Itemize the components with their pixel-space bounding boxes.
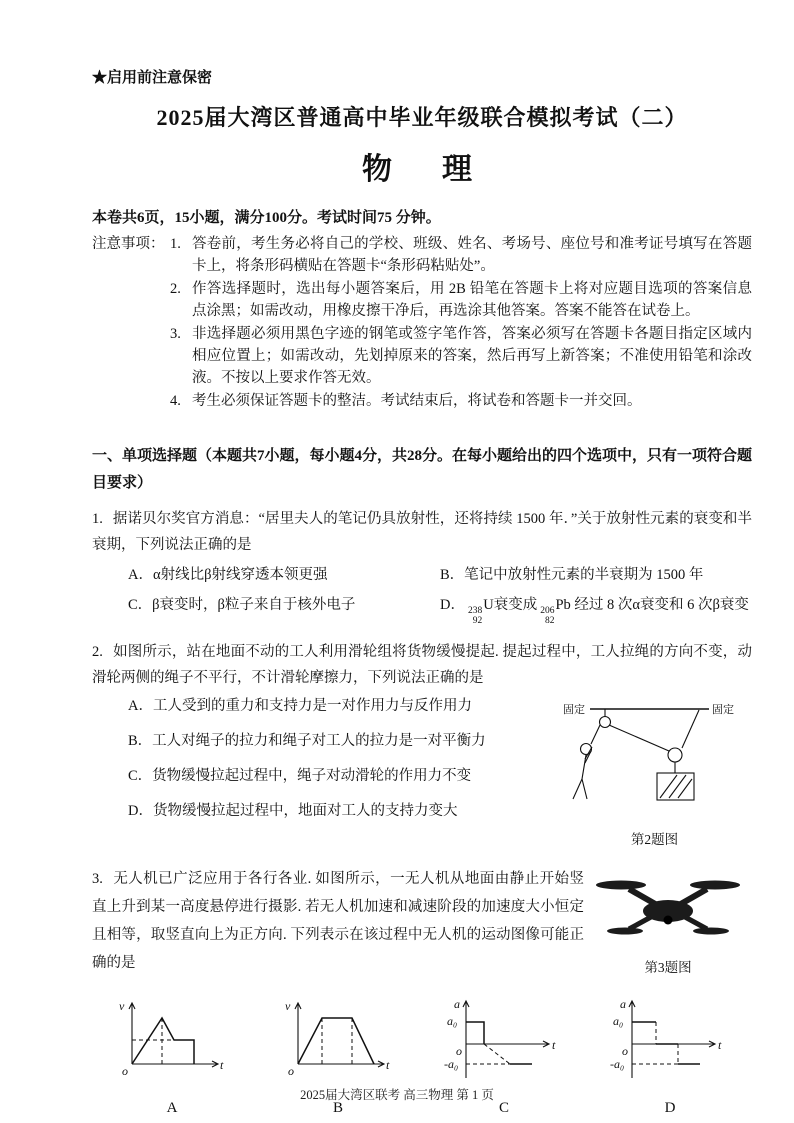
option-d-mid: 衰变成 [493, 597, 538, 614]
rope-to-worker [591, 725, 600, 744]
dashed-diagonal [484, 1044, 510, 1064]
question-2 [92, 639, 752, 853]
option-letter: D [664, 1100, 676, 1117]
option-letter: B [332, 1100, 343, 1117]
exam-title: 2025届大湾区普通高中毕业年级联合模拟考试（二） [156, 105, 688, 130]
question-number: 2. [92, 643, 103, 660]
propeller [607, 927, 643, 934]
x-axis-label: t [552, 1037, 556, 1052]
option-d: D．货物缓慢拉起过程中，地面对工人的支持力变大 [128, 803, 458, 820]
y-neg-label: -a₀ [610, 1056, 625, 1071]
option-c: C．货物缓慢拉起过程中，绳子对动滑轮的作用力不变 [128, 768, 472, 785]
y-axis-label: a [620, 996, 626, 1011]
note-item [170, 390, 752, 412]
fixed-label-left: 固定 [563, 704, 585, 717]
note-number: 1. [170, 236, 181, 252]
exam-info: 本卷共6页，15小题，满分100分。考试时间75 分钟。 [92, 210, 441, 226]
note-text: 答卷前，考生务必将自己的学校、班级、姓名、考场号、座位号和准考证号填写在答题卡上，将条形码横贴在答题卡“条形码粘贴处”。 [192, 236, 752, 275]
origin-label: o [456, 1043, 462, 1058]
graph-d-plot [610, 994, 730, 1086]
rope-left [609, 725, 669, 751]
figure-caption: 第2题图 [630, 832, 679, 848]
q2-body [92, 693, 752, 852]
moving-pulley [668, 748, 682, 762]
load-hatch [660, 775, 677, 798]
x-axis-label: t [220, 1057, 224, 1072]
security-notice: ★启用前注意保密 [92, 70, 213, 86]
option-c: C．β衰变时，β粒子来自于核外电子 [128, 597, 356, 614]
note-item [170, 233, 752, 277]
y-axis-label: v [119, 998, 125, 1013]
section-heading: 一、单项选择题（本题共7小题，每小题4分，共28分。在每小题给出的四个选项中，只有一项符合题目要求） [92, 448, 753, 491]
option-b: B．工人对绳子的拉力和绳子对工人的拉力是一对平衡力 [128, 733, 486, 750]
mass-number: 206 [540, 606, 555, 617]
atomic-number: 82 [544, 616, 555, 626]
note-number: 3. [170, 326, 181, 343]
graph-c-plot [444, 994, 564, 1086]
question-stem [92, 865, 584, 980]
drone-camera [664, 915, 673, 924]
figure-caption: 第3题图 [644, 959, 692, 975]
question-number: 1. [92, 510, 103, 527]
option-a: A．工人受到的重力和支持力是一对作用力与反作用力 [128, 698, 472, 715]
question-stem-text: 如图所示，站在地面不动的工人利用滑轮组将货物缓慢提起. 提起过程中，工人拉绳的方向不变，动滑轮两侧的绳子不平行，不计滑轮摩擦力，下列说法正确的是 [92, 643, 752, 687]
propeller [690, 880, 740, 889]
drone-arm [629, 917, 651, 929]
notes-items [170, 233, 752, 413]
rope-right [682, 710, 699, 748]
q1-option-row [92, 592, 752, 627]
q3-figure [584, 865, 752, 980]
note-item [170, 323, 752, 389]
worker-leg [582, 779, 587, 799]
nuclide-lead [540, 607, 554, 627]
option-d-label: D． [440, 597, 465, 614]
note-text: 作答选择题时，选出每小题答案后，用 2B 铅笔在答题卡上将对应题目选项的答案信息点涂黑；如需改动，用橡皮擦干净后，再选涂其他答案。答案不能答在试卷上。 [192, 281, 752, 320]
load-hatch [678, 779, 692, 798]
option-b: B．笔记中放射性元素的半衰期为 1500 年 [440, 566, 704, 583]
note-text: 非选择题必须用黑色字迹的钢笔或签字笔作答，答案必须写在答题卡各题目指定区域内相应位置上；如需改动，先划掉原来的答案，然后再写上新答案；不准使用铅笔和涂改液。不按以上要求作答无效。 [192, 326, 752, 387]
drone-image [593, 869, 743, 945]
option-letter: C [498, 1100, 509, 1117]
fixed-pulley [600, 717, 611, 728]
question-stem [92, 639, 752, 691]
x-axis-label: t [386, 1057, 390, 1072]
notes-section [92, 233, 752, 413]
question-stem-text: 无人机已广泛应用于各行各业. 如图所示，一无人机从地面由静止开始竖直上升到某一高度悬停进行摄影. 若无人机加速和减速阶段的加速度大小恒定且相等，取竖直向上为正方向. 下列表示在该过程中无人机的运动图像可能正确的是 [92, 870, 584, 972]
option-a: A．α射线比β射线穿透本领更强 [128, 566, 328, 583]
x-axis-label: t [718, 1037, 722, 1052]
mass-number: 238 [467, 606, 483, 617]
propeller [693, 927, 729, 934]
curve [298, 1018, 374, 1064]
question-number: 3. [92, 870, 103, 887]
question-stem-text: 据诺贝尔奖官方消息：“居里夫人的笔记仍具放射性，还将持续 1500 年．”关于放射性元素的衰变和半衰期，下列说法正确的是 [92, 510, 752, 553]
option-letter: A [166, 1100, 178, 1117]
graph-b-plot [278, 994, 398, 1086]
q1-option-row [92, 562, 752, 588]
note-number: 4. [170, 393, 181, 410]
nuclide-uranium [468, 607, 482, 627]
element-symbol: U [483, 597, 494, 614]
origin-label: o [622, 1043, 628, 1058]
option-d [440, 592, 752, 627]
question-3 [92, 865, 752, 1122]
pulley-diagram [557, 695, 752, 817]
q3-body [92, 865, 752, 980]
y-neg-label: -a₀ [444, 1056, 459, 1071]
graph-a-plot [112, 994, 232, 1086]
origin-label: o [288, 1063, 294, 1078]
y-pos-label: a₀ [613, 1013, 624, 1028]
notes-label: 注意事项： [92, 236, 165, 252]
question-stem [92, 506, 752, 558]
y-pos-label: a₀ [447, 1013, 458, 1028]
y-axis-label: v [285, 998, 291, 1013]
y-axis-label: a [454, 996, 460, 1011]
propeller [596, 880, 646, 889]
curve [132, 1018, 194, 1064]
page-footer: 2025届大湾区联考 高三物理 第 1 页 [300, 1088, 494, 1102]
fixed-label-right: 固定 [712, 704, 734, 717]
note-item [170, 278, 752, 322]
element-symbol: Pb [555, 597, 571, 614]
curve [466, 1022, 484, 1044]
atomic-number: 92 [472, 616, 483, 626]
origin-label: o [122, 1063, 128, 1078]
worker-leg [573, 779, 582, 799]
q2-options [92, 693, 557, 852]
note-text: 考生必须保证答题卡的整洁。考试结束后，将试卷和答题卡一并交回。 [192, 393, 642, 410]
option-d-tail: 经过 8 次α衰变和 6 次β衰变 [570, 597, 749, 614]
subject-title: 物 理 [362, 153, 482, 186]
drone-arm [685, 917, 707, 929]
load-hatch [669, 775, 686, 798]
q2-figure [557, 693, 752, 852]
question-1 [92, 506, 752, 627]
note-number: 2. [170, 281, 181, 298]
